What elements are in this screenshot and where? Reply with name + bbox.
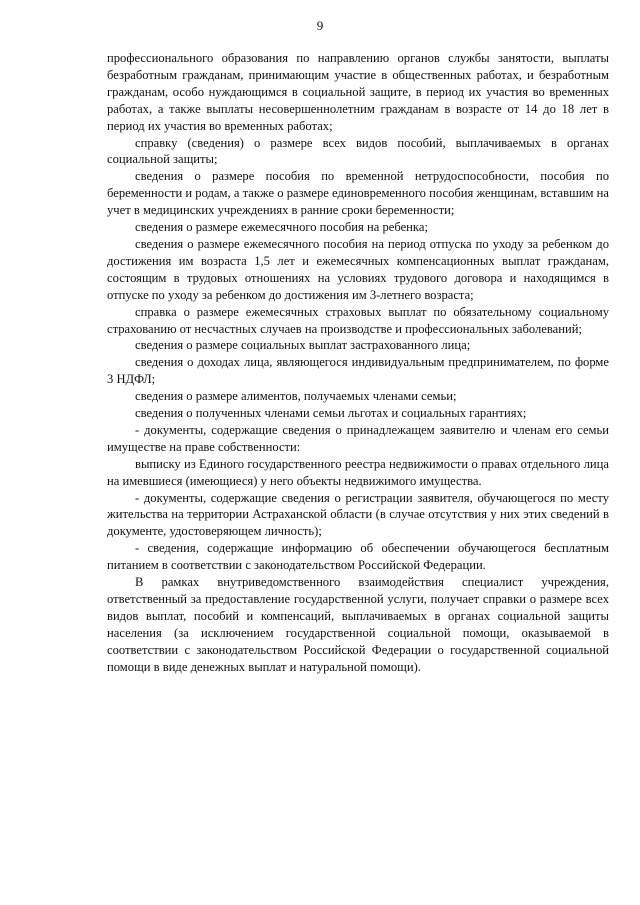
paragraph-7: сведения о размере социальных выплат застрахованного лица; (135, 338, 471, 353)
paragraph-4: сведения о размере ежемесячного пособия на ребенка; (135, 220, 428, 235)
body-text (107, 50, 609, 676)
paragraph-9: сведения о размере алиментов, получаемых членами семьи; (135, 389, 457, 404)
paragraph-2: справку (сведения) о размере всех видов пособий, выплачиваемых в органах социальной защиты; (107, 135, 609, 167)
paragraph-10: сведения о полученных членами семьи льготах и социальных гарантиях; (135, 406, 527, 421)
paragraph-13: - документы, содержащие сведения о регистрации заявителя, обучающегося по месту жительства на территории Астраханской области (в случае отсутствия у них этих сведений в документе, удостоверяющем личность); (107, 490, 609, 539)
paragraph-8: сведения о доходах лица, являющегося индивидуальным предпринимателем, по форме 3 НДФЛ; (107, 355, 609, 387)
paragraph-14: - сведения, содержащие информацию об обеспечении обучающегося бесплатным питанием в соответствии с законодательством Российской Федерации. (107, 541, 609, 573)
paragraph-1: профессионального образования по направлению органов службы занятости, выплаты безработным гражданам, принимающим участие в общественных работах, и безработным гражданам, особо нуждающимся в социальной защите, в период их участия во временных работах, а также выплаты несовершеннолетним гражданам в возрасте от 14 до 18 лет в период их участия во временных работах; (107, 51, 609, 133)
paragraph-11: - документы, содержащие сведения о принадлежащем заявителю и членам его семьи имуществе на праве собственности: (107, 422, 609, 454)
paragraph-5: сведения о размере ежемесячного пособия на период отпуска по уходу за ребенком до достижения им возраста 1,5 лет и ежемесячных компенсационных выплат гражданам, состоящим в трудовых отношениях на условиях трудового договора и находящимся в отпуске по уходу за ребенком до достижения им 3-летнего возраста; (107, 236, 609, 302)
paragraph-15: В рамках внутриведомственного взаимодействия специалист учреждения, ответственный за предоставление государственной услуги, получает справки о размере всех видов выплат, пособий и компенсаций, выплачиваемых в органах социальной защиты населения (за исключением государственной социальной помощи, оказываемой в соответствии с законодательством Российской Федерации о государственной социальной помощи в виде денежных выплат и натуральной помощи). (107, 575, 609, 674)
paragraph-6: справка о размере ежемесячных страховых выплат по обязательному социальному страхованию от несчастных случаев на производстве и профессиональных заболеваний; (107, 304, 609, 336)
page-number: 9 (316, 18, 324, 33)
paragraph-12: выписку из Единого государственного реестра недвижимости о правах отдельного лица на имевшиеся (имеющиеся) у него объекты недвижимого имущества. (107, 456, 609, 488)
paragraph-3: сведения о размере пособия по временной нетрудоспособности, пособия по беременности и родам, а также о размере единовременного пособия женщинам, вставшим на учет в медицинских учреждениях в ранние сроки беременности; (107, 169, 609, 218)
